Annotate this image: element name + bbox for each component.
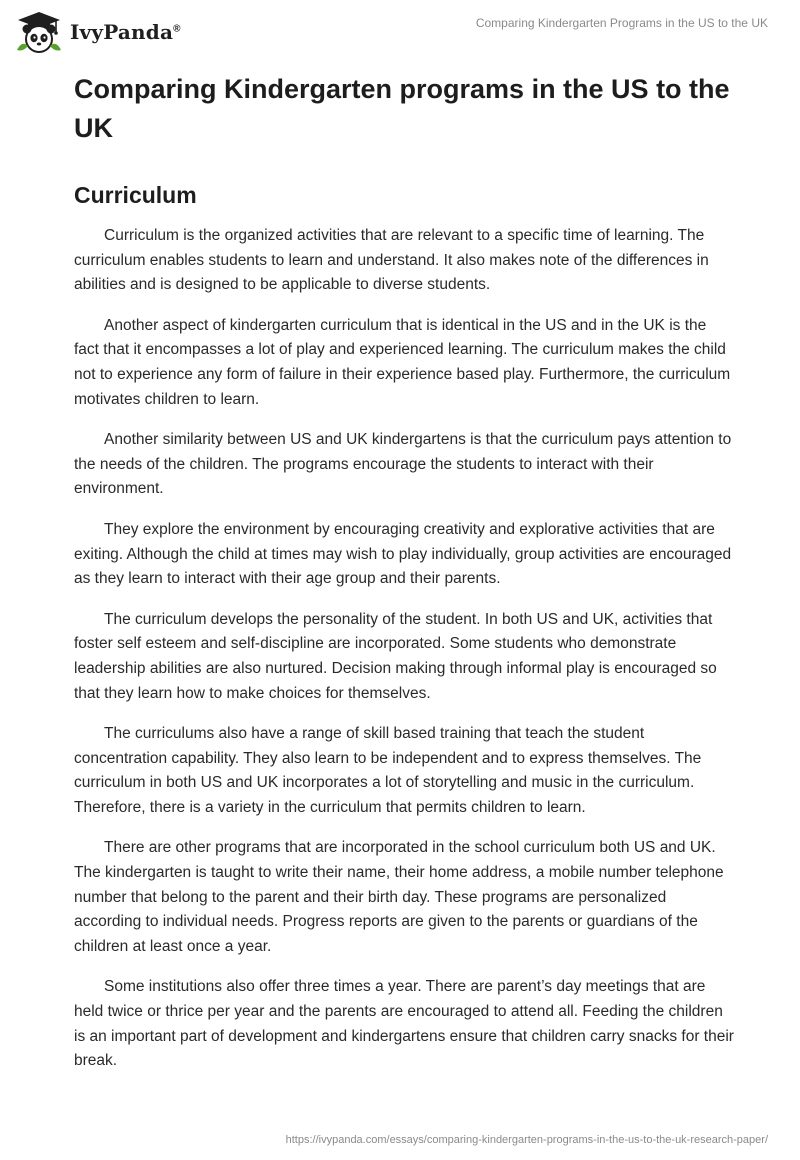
panda-graduate-icon	[14, 10, 64, 54]
brand-logo[interactable]	[14, 10, 181, 54]
running-header-title: Comparing Kindergarten Programs in the US to the UK	[475, 16, 768, 30]
article	[74, 70, 734, 1090]
article-title: Comparing Kindergarten programs in the US to the UK	[74, 74, 730, 143]
paragraph: They explore the environment by encouraging creativity and explorative activities that are exiting. Although the child at times may wish to play individually, group activities are encouraged as they learn to interact with their age group and their parents.	[74, 520, 732, 588]
brand-name: IvyPanda®	[70, 20, 181, 44]
page-header	[0, 0, 800, 64]
paragraph: Some institutions also offer three times a year. There are parent’s day meetings that are held twice or thrice per year and the parents are encouraged to attend all. Feeding the children is an important part of development and kindergartens ensure that children carry snacks for their break.	[74, 978, 734, 1070]
paragraph: There are other programs that are incorporated in the school curriculum both US and UK. The kindergarten is taught to write their name, their home address, a mobile number telephone number that belong to the parent and their birth day. These programs are personalized according to individual needs. Progress reports are given to the parents or guardians of the children at least once a year.	[74, 839, 724, 955]
paragraph: Curriculum is the organized activities that are relevant to a specific time of learning. The curriculum enables students to learn and understand. It also makes note of the differences in abilities and is designed to be applicable to diverse students.	[74, 227, 709, 294]
section-heading: Curriculum	[74, 182, 197, 208]
paragraph: Another similarity between US and UK kindergartens is that the curriculum pays attention to the needs of the children. The programs encourage the students to interact with their environment.	[74, 431, 732, 498]
paragraph: Another aspect of kindergarten curriculum that is identical in the US and in the UK is the fact that it encompasses a lot of play and experienced learning. The curriculum makes the child not to experience any form of failure in their experience based play. Furthermore, the curriculum motivates children to learn.	[74, 316, 731, 408]
paragraph: The curriculums also have a range of skill based training that teach the student concentration capability. They also learn to be independent and to express themselves. The curriculum in both US and UK incorporates a lot of storytelling and music in the curriculum. Therefore, there is a variety in the curriculum that permits children to learn.	[74, 725, 702, 816]
article-body	[74, 224, 734, 1074]
paragraph: The curriculum develops the personality of the student. In both US and UK, activities that foster self esteem and self-discipline are incorporated. Some students who demonstrate leadership abilities are also nurtured. Decision making through informal play is encouraged so that they learn how to make choices for themselves.	[74, 610, 717, 702]
source-url[interactable]: https://ivypanda.com/essays/comparing-kindergarten-programs-in-the-us-to-the-uk-research-paper/	[285, 1134, 768, 1146]
